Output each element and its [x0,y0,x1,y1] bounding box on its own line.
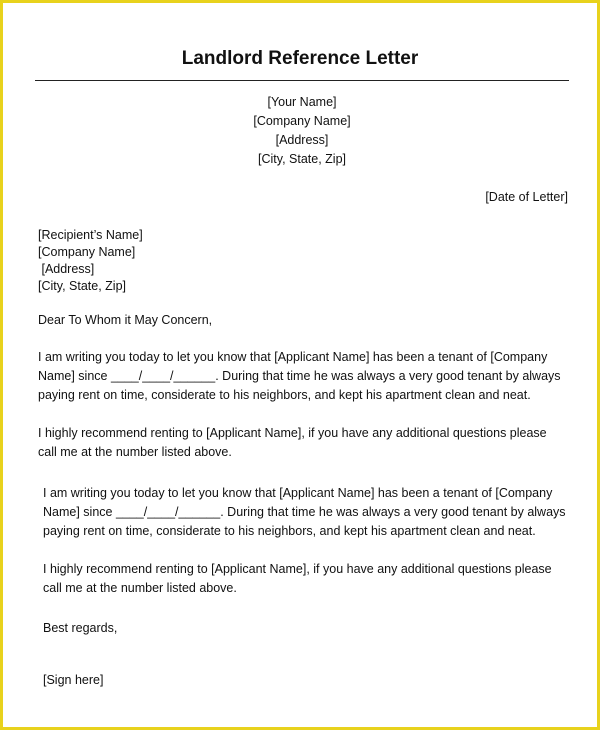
title-divider [35,80,569,81]
document-title: Landlord Reference Letter [181,48,419,69]
paragraph-line: paying rent on time, considerate to his neighbors, and kept his apartment clean and neat. [43,524,536,538]
recipient-company: [Company Name] [38,245,136,259]
signature-placeholder: [Sign here] [43,673,104,687]
recipient-name: [Recipient’s Name] [38,228,143,242]
paragraph-line: Name] since ____/____/______. During that time he was always a very good tenant by always [43,505,566,519]
paragraph-line: call me at the number listed above. [38,445,232,459]
paragraph-line: I highly recommend renting to [Applicant Name], if you have any additional questions please [38,426,547,440]
paragraph-line: I am writing you today to let you know that [Applicant Name] has been a tenant of [Company [38,350,548,364]
paragraph-line: paying rent on time, considerate to his neighbors, and kept his apartment clean and neat. [38,388,531,402]
salutation: Dear To Whom it May Concern, [38,313,213,327]
sender-name: [Your Name] [267,95,337,109]
paragraph-line: I highly recommend renting to [Applicant Name], if you have any additional questions please [43,562,552,576]
recipient-address: [Address] [38,262,95,276]
closing: Best regards, [43,621,118,635]
letter-date: [Date of Letter] [485,190,568,204]
sender-city: [City, State, Zip] [258,152,346,166]
paragraph-line: I am writing you today to let you know that [Applicant Name] has been a tenant of [Company [43,486,553,500]
paragraph-line: Name] since ____/____/______. During that time he was always a very good tenant by always [38,369,561,383]
paragraph-line: call me at the number listed above. [43,581,237,595]
recipient-city: [City, State, Zip] [38,279,126,293]
sender-company: [Company Name] [253,114,351,128]
sender-address: [Address] [275,133,329,147]
